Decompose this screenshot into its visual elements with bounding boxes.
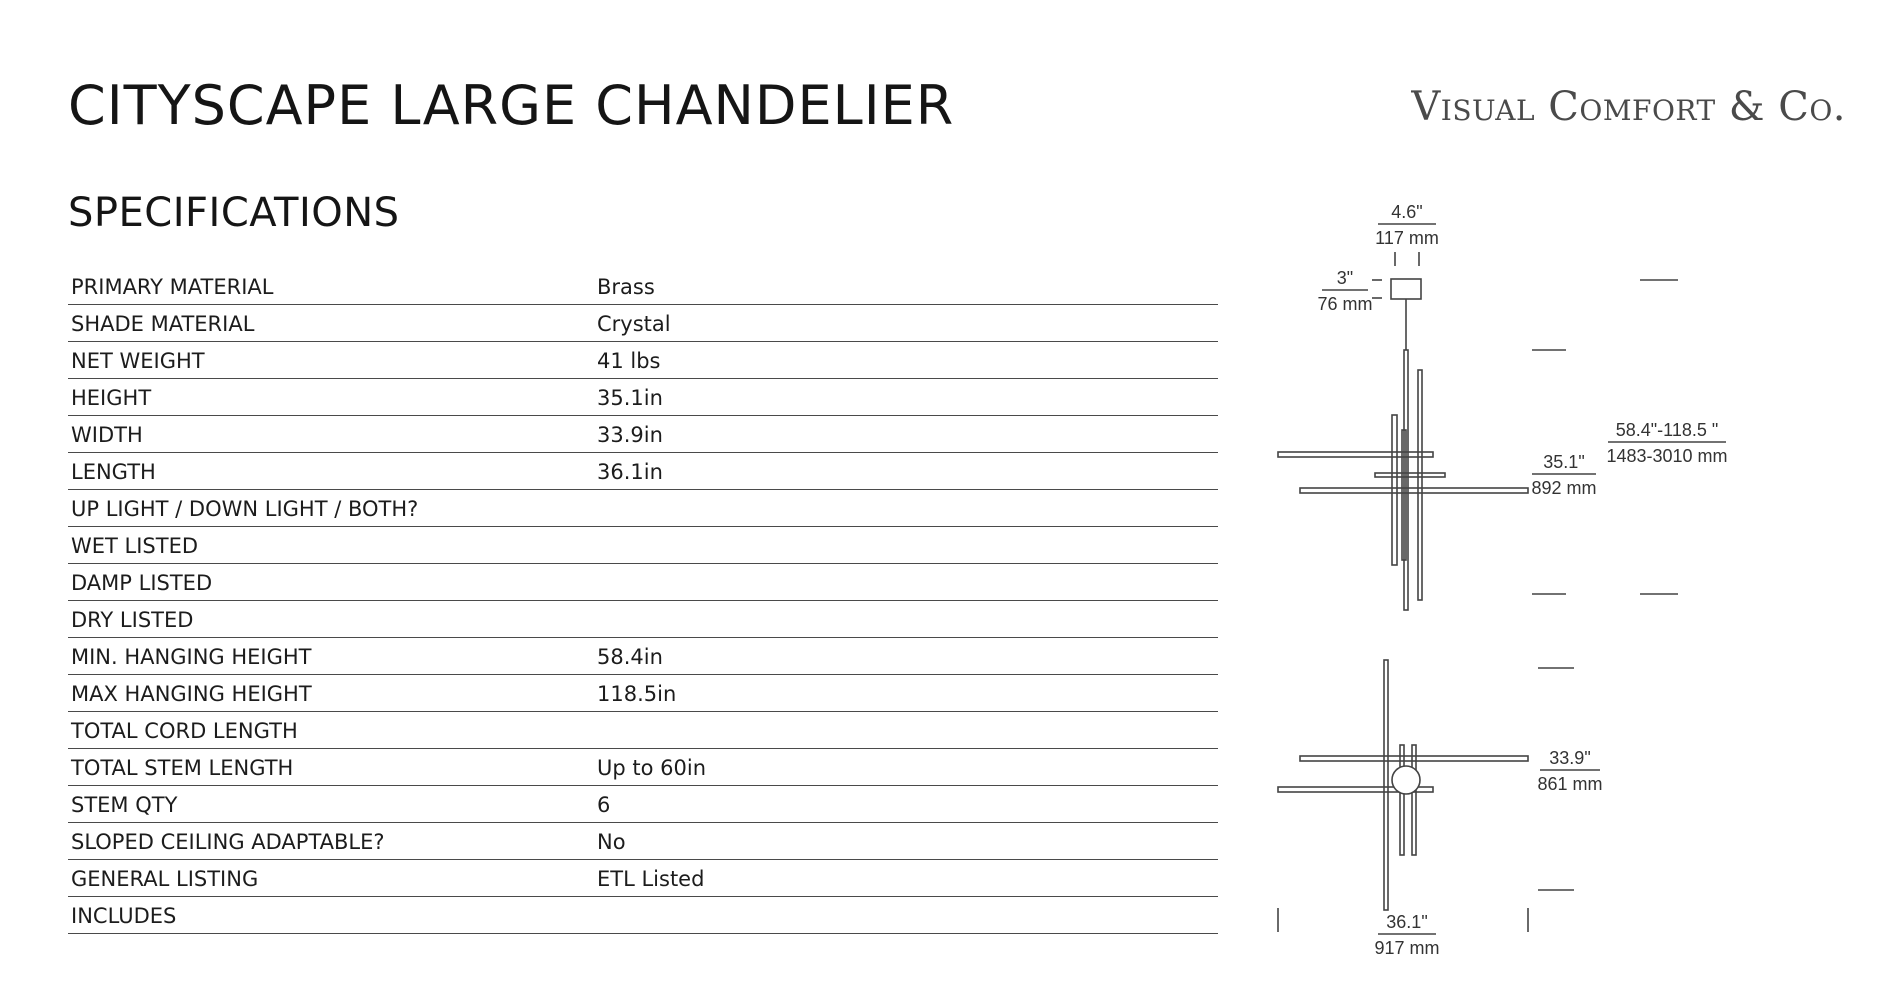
- spec-value: 118.5in: [594, 675, 1218, 712]
- table-row: [68, 823, 1218, 860]
- spec-label: SHADE MATERIAL: [68, 305, 594, 342]
- table-row: [68, 416, 1218, 453]
- spec-value: [594, 712, 1218, 749]
- spec-label: STEM QTY: [68, 786, 594, 823]
- spec-value: [594, 527, 1218, 564]
- fixture-height-in-label: 35.1": [1543, 452, 1585, 472]
- canopy-height-mm-label: 76 mm: [1317, 294, 1373, 314]
- length-in-label: 36.1": [1386, 912, 1428, 932]
- spec-label: TOTAL STEM LENGTH: [68, 749, 594, 786]
- page-title: CITYSCAPE LARGE CHANDELIER: [68, 74, 955, 137]
- table-row: [68, 268, 1218, 305]
- spec-label: MAX HANGING HEIGHT: [68, 675, 594, 712]
- spec-label: NET WEIGHT: [68, 342, 594, 379]
- spec-value: Up to 60in: [594, 749, 1218, 786]
- spec-label: MIN. HANGING HEIGHT: [68, 638, 594, 675]
- spec-label: GENERAL LISTING: [68, 860, 594, 897]
- table-row: [68, 342, 1218, 379]
- table-row: [68, 564, 1218, 601]
- spec-label: HEIGHT: [68, 379, 594, 416]
- spec-value: [594, 601, 1218, 638]
- spec-label: DAMP LISTED: [68, 564, 594, 601]
- spec-label: WET LISTED: [68, 527, 594, 564]
- spec-value: Brass: [594, 268, 1218, 305]
- table-row: [68, 897, 1218, 934]
- bar-shape: [1300, 756, 1528, 761]
- table-row: [68, 675, 1218, 712]
- spec-table: [68, 268, 1218, 934]
- table-row: [68, 749, 1218, 786]
- spec-label: PRIMARY MATERIAL: [68, 268, 594, 305]
- spec-label: DRY LISTED: [68, 601, 594, 638]
- canopy-shape: [1391, 279, 1421, 299]
- width-in-label: 33.9": [1549, 748, 1591, 768]
- table-row: [68, 453, 1218, 490]
- table-row: [68, 379, 1218, 416]
- spec-label: SLOPED CEILING ADAPTABLE?: [68, 823, 594, 860]
- spec-value: 35.1in: [594, 379, 1218, 416]
- table-row: [68, 712, 1218, 749]
- spec-value: [594, 897, 1218, 934]
- bar-shape: [1300, 488, 1528, 493]
- dimension-drawing: [1240, 190, 1800, 980]
- hub-shape: [1392, 766, 1420, 794]
- bar-shape: [1278, 452, 1433, 457]
- spec-label: UP LIGHT / DOWN LIGHT / BOTH?: [68, 490, 594, 527]
- rod-shape: [1418, 370, 1422, 600]
- spec-label: TOTAL CORD LENGTH: [68, 712, 594, 749]
- brand-logo: Visual Comfort & Co.: [1411, 84, 1846, 130]
- spec-value: [594, 490, 1218, 527]
- spec-value: 58.4in: [594, 638, 1218, 675]
- spec-value: Crystal: [594, 305, 1218, 342]
- bar-shape: [1375, 473, 1445, 477]
- spec-value: 6: [594, 786, 1218, 823]
- table-row: [68, 305, 1218, 342]
- spec-value: [594, 564, 1218, 601]
- table-row: [68, 527, 1218, 564]
- spec-value: 36.1in: [594, 453, 1218, 490]
- spec-label: INCLUDES: [68, 897, 594, 934]
- spec-value: ETL Listed: [594, 860, 1218, 897]
- spec-value: No: [594, 823, 1218, 860]
- rod-shape: [1392, 415, 1397, 565]
- width-mm-label: 861 mm: [1537, 774, 1603, 794]
- hanging-height-mm-label: 1483-3010 mm: [1606, 446, 1728, 466]
- rod-shape: [1384, 660, 1388, 910]
- length-mm-label: 917 mm: [1374, 938, 1440, 958]
- table-row: [68, 638, 1218, 675]
- canopy-width-in-label: 4.6": [1391, 202, 1423, 222]
- spec-value: 33.9in: [594, 416, 1218, 453]
- table-row: [68, 490, 1218, 527]
- hanging-height-in-label: 58.4"-118.5 ": [1615, 420, 1719, 440]
- spec-label: LENGTH: [68, 453, 594, 490]
- section-heading: SPECIFICATIONS: [68, 190, 400, 236]
- fixture-height-mm-label: 892 mm: [1531, 478, 1597, 498]
- canopy-width-mm-label: 117 mm: [1375, 228, 1439, 248]
- table-row: [68, 601, 1218, 638]
- canopy-height-in-label: 3": [1336, 268, 1354, 288]
- spec-value: 41 lbs: [594, 342, 1218, 379]
- table-row: [68, 786, 1218, 823]
- table-row: [68, 860, 1218, 897]
- spec-label: WIDTH: [68, 416, 594, 453]
